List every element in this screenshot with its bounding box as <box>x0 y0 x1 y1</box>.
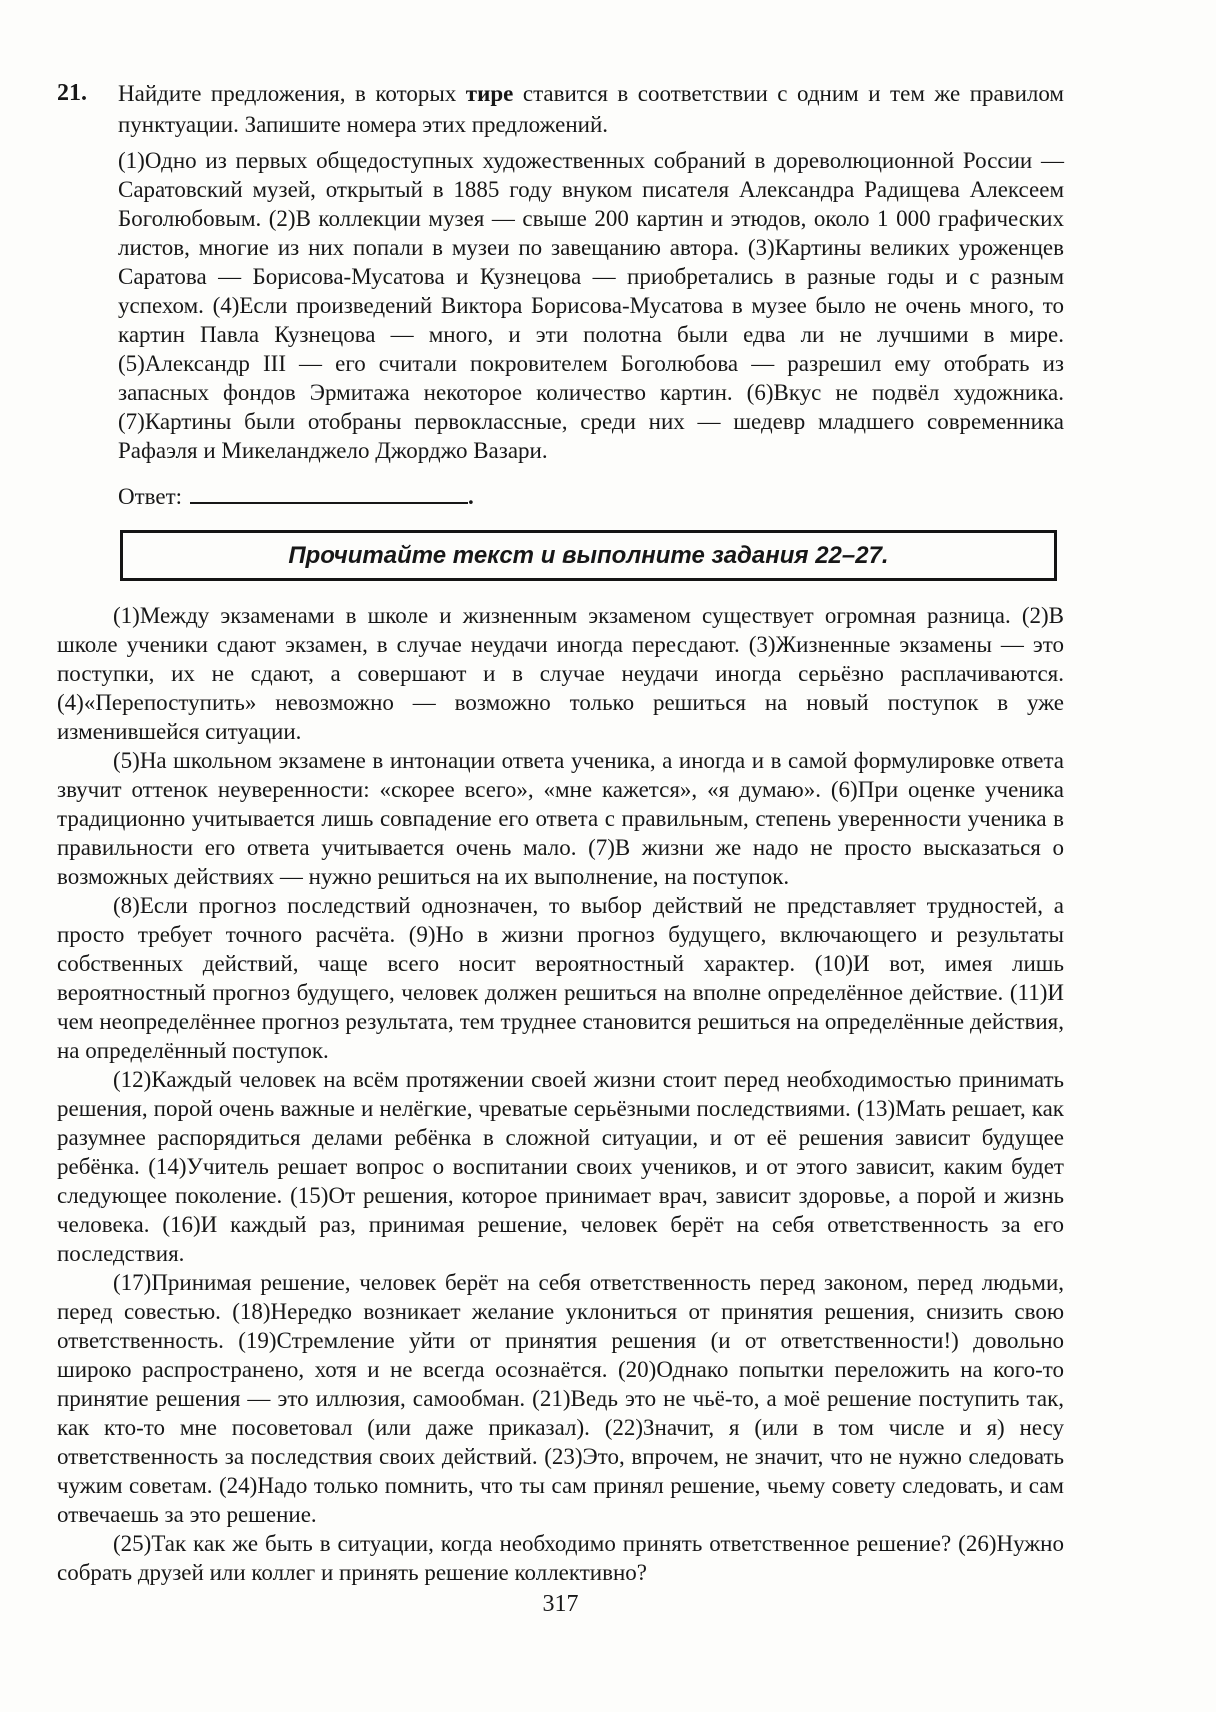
answer-blank[interactable] <box>190 481 468 504</box>
reading-paragraph-1: (1)Между экзаменами в школе и жизненным экзаменом существует огромная разница. (2)В школе ученики сдают экзамен, в случае неудачи иногда пересдают. (3)Жизненные экзамены — это поступки, их не сдают, а совершают и в случае неудачи иногда серьёзно расплачиваются. (4)«Перепоступить» невозможно — возможно только решиться на новый поступок в уже изменившейся ситуации. <box>57 603 1064 744</box>
section-header-box <box>120 530 1057 581</box>
task-instruction <box>118 78 1064 140</box>
task-body <box>118 78 1064 512</box>
instruction-text-after: ставится в соответствии с одним и тем же правилом пунктуации. Запишите номера этих предложений. <box>118 81 1064 137</box>
task-passage: (1)Одно из первых общедоступных художественных собраний в дореволюционной России — Саратовский музей, открытый в 1885 году внуком писателя Александра Радищева Алексеем Боголюбовым. (2)В коллекции музея — свыше 200 картин и этюдов, около 1 000 графических листов, многие из них попали в музеи по завещанию автора. (3)Картины великих уроженцев Саратова — Борисова-Мусатова и Кузнецова — приобретались в разные годы и с разным успехом. (4)Если произведений Виктора Борисова-Мусатова в музее было не очень много, то картин Павла Кузнецова — много, и эти полотна были едва ли не лучшими в мире. (5)Александр III — его считали покровителем Боголюбова — разрешил ему отобрать из запасных фондов Эрмитажа некоторое количество картин. (6)Вкус не подвёл художника. (7)Картины были отобраны первоклассные, среди них — шедевр младшего современника Рафаэля и Микеланджело Джорджо Вазари. <box>118 148 1064 463</box>
reading-text <box>57 601 1064 1587</box>
answer-period: . <box>468 484 474 509</box>
task-21 <box>57 0 1064 512</box>
task-number: 21. <box>57 80 87 106</box>
section-header-title: Прочитайте текст и выполните задания 22–27. <box>288 542 889 569</box>
instruction-bold-term: тире <box>465 81 514 106</box>
reading-paragraph-5: (17)Принимая решение, человек берёт на себя ответственность перед законом, перед людьми, перед совестью. (18)Нередко возникает желание уклониться от принятия решения, снизить свою ответственность. (19)Стремление уйти от принятия решения (и от ответственности!) довольно широко распространено, хотя и не всегда осознаётся. (20)Однако попытки переложить на кого-то принятие решения — это иллюзия, самообман. (21)Ведь это не чьё-то, а моё решение поступить так, как кто-то мне посоветовал (или даже приказал). (22)Значит, я (или в том числе и я) несу ответственность за последствия своих действий. (23)Это, впрочем, не значит, что не нужно следовать чужим советам. (24)Надо только помнить, что ты сам принял решение, чьему совету следовать, и сам отвечаешь за это решение. <box>57 1270 1064 1527</box>
reading-paragraph-2: (5)На школьном экзамене в интонации ответа ученика, а иногда и в самой формулировке ответа звучит оттенок неуверенности: «скорее всего», «мне кажется», «я думаю». (6)При оценке ученика традиционно учитывается лишь совпадение его ответа с правильным, степень уверенности ученика в правильности его ответа учитывается очень мало. (7)В жизни же надо не просто высказаться о возможных действиях — нужно решиться на их выполнение, на поступок. <box>57 748 1064 889</box>
instruction-text-before: Найдите предложения, в которых <box>118 81 466 106</box>
page-number: 317 <box>542 1591 579 1617</box>
reading-paragraph-4: (12)Каждый человек на всём протяжении своей жизни стоит перед необходимостью принимать решения, порой очень важные и нелёгкие, чреватые серьёзными последствиями. (13)Мать решает, как разумнее распорядиться делами ребёнка в сложной ситуации, и от её решения зависит будущее ребёнка. (14)Учитель решает вопрос о воспитании своих учеников, и от этого зависит, каким будет следующее поколение. (15)От решения, которое принимает врач, зависит здоровье, а порой и жизнь человека. (16)И каждый раз, принимая решение, человек берёт на себя ответственность за его последствия. <box>57 1067 1064 1266</box>
answer-label: Ответ: <box>118 484 183 509</box>
answer-row <box>118 481 1064 512</box>
reading-paragraph-3: (8)Если прогноз последствий однозначен, то выбор действий не представляет трудностей, а просто требует точного расчёта. (9)Но в жизни прогноз будущего, включающего и результаты собственных действий, чаще всего носит вероятностный характер. (10)И вот, имея лишь вероятностный прогноз будущего, человек должен решиться на вполне определённое действие. (11)И чем неопределённее прогноз результата, тем труднее становится решиться на определённые действия, на определённый поступок. <box>57 893 1064 1063</box>
reading-paragraph-6: (25)Так как же быть в ситуации, когда необходимо принять ответственное решение? (26)Нужно собрать друзей или коллег и принять решение коллективно? <box>57 1531 1064 1585</box>
